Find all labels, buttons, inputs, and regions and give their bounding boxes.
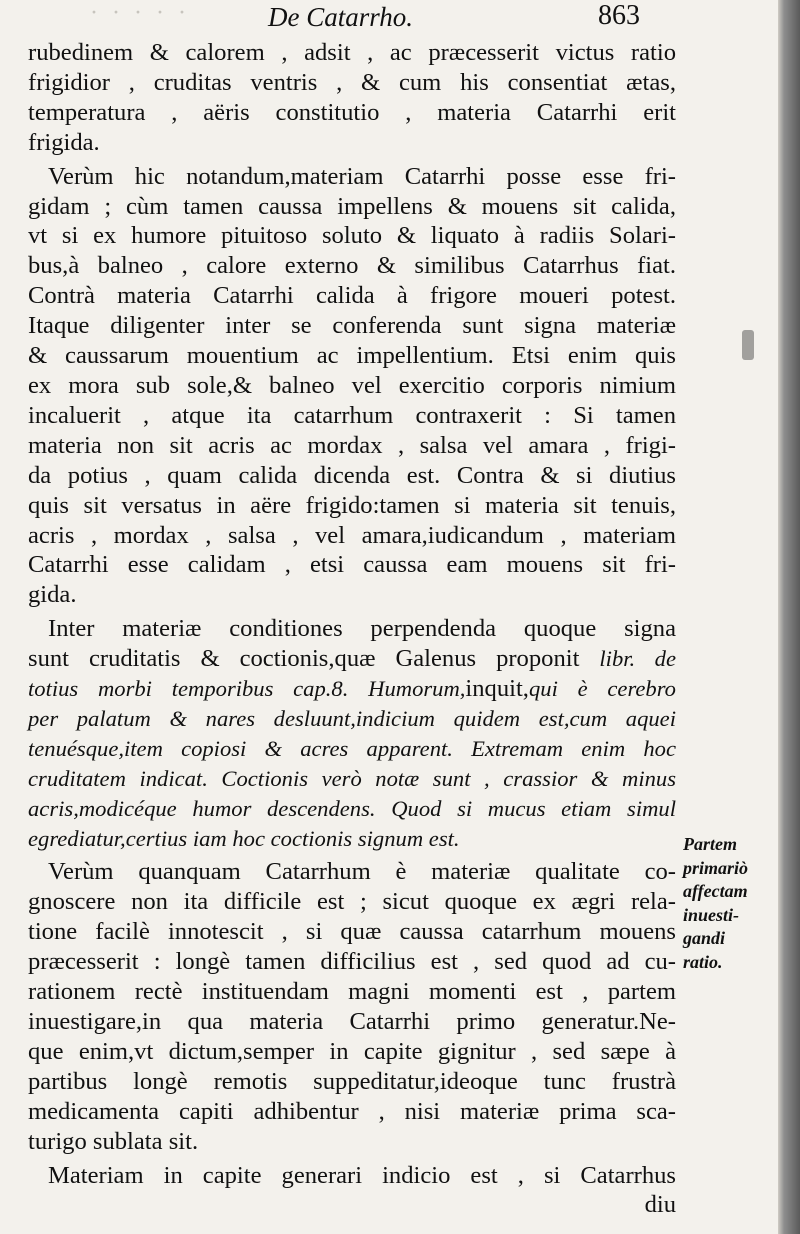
quotation-line: per palatum & nares desluunt,indicium quidem est,cum aquei: [28, 705, 676, 731]
text-line: & caussarum mouentium ac impellentium. Etsi enim quis: [28, 342, 676, 370]
text-line: gnoscere non ita difficile est ; sicut quoque ex ægri rela-: [28, 888, 676, 916]
text-line: Catarrhi esse calidam , etsi caussa eam mouens sit fri-: [28, 551, 676, 579]
text-line: ex mora sub sole,& balneo vel exercitio corporis nimium: [28, 371, 676, 399]
quotation-line: tenuésque,item copiosi & acres apparent. Extremam enim hoc: [28, 735, 676, 761]
margin-note-line: inuesti-: [683, 904, 740, 925]
text-line: partibus longè remotis suppeditatur,ideoque tunc frustrà: [28, 1067, 676, 1095]
text-line: incaluerit , atque ita catarrhum contraxerit : Si tamen: [28, 401, 676, 429]
text-line: rationem rectè instituendam magni momenti est , partem: [28, 978, 676, 1006]
text-line: Inter materiæ conditiones perpendenda quoque signa: [48, 615, 676, 643]
text-line: frigida.: [28, 128, 100, 156]
text-line: Verùm hic notandum,materiam Catarrhi posse esse fri-: [48, 162, 676, 190]
quotation-italic: qui è cerebro: [528, 676, 676, 702]
text-line: tione facilè innotescit , si quæ caussa catarrhum mouens: [28, 918, 676, 946]
text-line: bus,à balneo , calore externo & similibus Catarrhus fiat.: [28, 252, 676, 280]
text-line: vt si ex humore pituitoso soluto & liquato à radiis Solari-: [28, 222, 676, 250]
quotation-line: acris,modicéque humor descendens. Quod si mucus etiam simul: [28, 795, 676, 821]
text-line: temperatura , aëris constitutio , materia Catarrhi erit: [28, 98, 676, 126]
text-line: frigidior , cruditas ventris , & cum his consentiat ætas,: [28, 68, 676, 96]
running-head: De Catarrho.: [268, 2, 414, 32]
text-line: Verùm quanquam Catarrhum è materiæ qualitate co-: [48, 858, 676, 886]
catchword: diu: [644, 1191, 676, 1219]
margin-note-line: Partem: [683, 834, 737, 854]
text-line: Materiam in capite generari indicio est , si Catarrhus: [48, 1161, 676, 1189]
text-line: medicamenta capiti adhibentur , nisi materiæ prima sca-: [28, 1097, 676, 1125]
page-gutter-shadow: [778, 0, 800, 1234]
margin-note-line: ratio.: [683, 951, 723, 972]
quotation-line: cruditatem indicat. Coctionis verò notæ sunt , crassior & minus: [28, 765, 676, 791]
margin-note-line: gandi: [683, 928, 726, 948]
roman-run: inquit,: [465, 675, 529, 703]
text-line: rubedinem & calorem , adsit , ac præcesserit victus ratio: [28, 39, 676, 66]
text-line: gida.: [28, 581, 77, 609]
margin-note-line: affectam: [683, 881, 748, 901]
margin-note-line: primariò: [683, 857, 749, 878]
text-line: acris , mordax , salsa , vel amara,iudicandum , materiam: [28, 521, 676, 549]
text-line: Itaque diligenter inter se conferenda sunt signa materiæ: [28, 312, 676, 340]
text-line: inuestigare,in qua materia Catarrhi primo generatur.Ne-: [28, 1008, 676, 1035]
citation-italic: totius morbi temporibus cap.8. Humorum,: [28, 676, 466, 702]
text-line: Contrà materia Catarrhi calida à frigore moueri potest.: [28, 282, 676, 310]
text-line: [28, 644, 676, 674]
citation-italic: libr. de: [599, 646, 676, 672]
ink-smudge: [742, 330, 754, 360]
roman-run: sunt cruditatis & coctionis,quæ Galenus proponit: [28, 645, 580, 673]
text-line: turigo sublata sit.: [28, 1127, 199, 1155]
bleed-through-shadow: · · · · ·: [90, 0, 190, 26]
marginal-note: [683, 833, 775, 974]
text-line: materia non sit acris ac mordax , salsa vel amara , frigi-: [28, 431, 676, 459]
text-line: gidam ; cùm tamen caussa impellens & mouens sit calida,: [28, 192, 676, 220]
text-line: [28, 674, 676, 704]
text-line: quis sit versatus in aëre frigido:tamen si materia sit tenuis,: [28, 491, 676, 519]
body-text: [28, 38, 676, 1220]
text-line: da potius , quam calida dicenda est. Contra & si diutius: [28, 461, 676, 489]
page-number: 863: [598, 0, 640, 31]
text-line: præcesserit : longè tamen difficilius est , sed quod ad cu-: [28, 948, 676, 976]
quotation-line: egrediatur,certius iam hoc coctionis signum est.: [28, 825, 460, 851]
text-line: que enim,vt dictum,semper in capite gignitur , sed sæpe à: [28, 1037, 676, 1065]
